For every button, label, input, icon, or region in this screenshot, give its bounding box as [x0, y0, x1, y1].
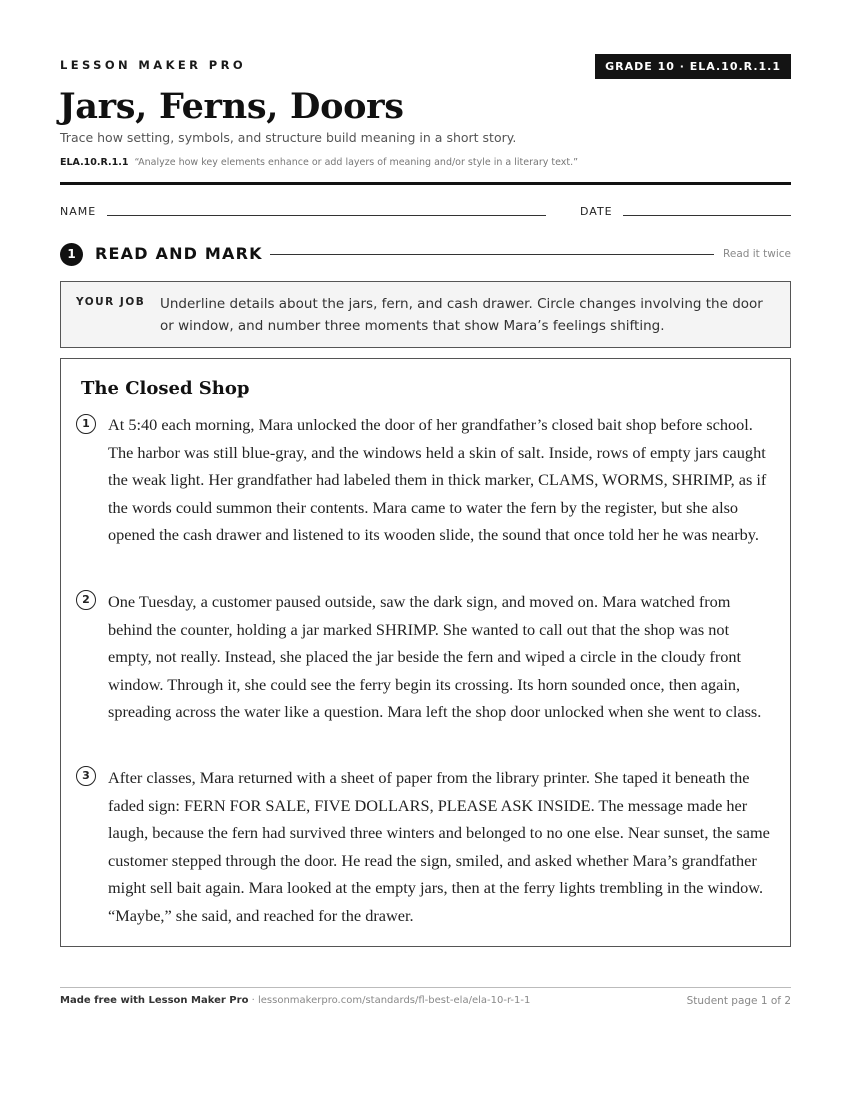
- section-number: 1: [60, 243, 83, 266]
- grade-badge: GRADE 10 · ELA.10.R.1.1: [595, 54, 791, 79]
- instructions-label: YOUR JOB: [76, 296, 146, 308]
- worksheet-page: [60, 0, 791, 1100]
- brand-name: LESSON MAKER PRO: [60, 58, 247, 72]
- story-title: The Closed Shop: [81, 378, 250, 399]
- page-subtitle: Trace how setting, symbols, and structure build meaning in a short story.: [60, 130, 517, 145]
- date-label: DATE: [580, 205, 613, 218]
- name-field[interactable]: [107, 215, 546, 216]
- section-title: READ AND MARK: [95, 244, 263, 263]
- standard-line: [60, 157, 578, 168]
- name-label: NAME: [60, 205, 97, 218]
- header-divider: [60, 182, 791, 185]
- standard-code: ELA.10.R.1.1: [60, 157, 129, 168]
- standard-text: “Analyze how key elements enhance or add layers of meaning and/or style in a literary text.”: [134, 157, 579, 168]
- footer-url[interactable]: · lessonmakerpro.com/standards/fl-best-ela/ela-10-r-1-1: [251, 995, 531, 1006]
- paragraph-number-1: 1: [76, 414, 96, 434]
- section-divider: [270, 254, 714, 255]
- paragraph-number-3: 3: [76, 766, 96, 786]
- section-note: Read it twice: [723, 248, 791, 260]
- date-field[interactable]: [623, 215, 791, 216]
- instructions-box: [60, 281, 791, 348]
- paragraph-number-2: 2: [76, 590, 96, 610]
- footer-divider: [60, 987, 791, 988]
- story-box: [60, 358, 791, 947]
- footer-made-with: Made free with Lesson Maker Pro: [60, 995, 249, 1006]
- page-title: Jars, Ferns, Doors: [59, 86, 404, 127]
- story-paragraph-2: One Tuesday, a customer paused outside, saw the dark sign, and moved on. Mara watched from behind the counter, holding a jar marked SHRIMP. She wanted to call out that the shop was not empty, not really. Instead, she placed the jar beside the fern and wiped a circle in the cloudy front window. Through it, she could see the ferry begin its crossing. Its horn sounded once, then again, spreading across the water like a question. Mara left the shop door unlocked when she went to class.: [108, 592, 762, 721]
- page-indicator: Student page 1 of 2: [686, 995, 791, 1007]
- instructions-text: Underline details about the jars, fern, and cash drawer. Circle changes involving the door or window, and number three moments that show Mara’s feelings shifting.: [160, 296, 763, 334]
- story-paragraph-1: At 5:40 each morning, Mara unlocked the door of her grandfather’s closed bait shop before school. The harbor was still blue-gray, and the windows held a skin of salt. Inside, rows of empty jars caught the weak light. Her grandfather had labeled them in thick marker, CLAMS, WORMS, SHRIMP, as if the words could summon their contents. Mara came to water the fern by the register, but she also opened the cash drawer and listened to its wooden slide, the sound that once told her he was nearby.: [108, 415, 767, 544]
- footer-credit: [60, 995, 530, 1006]
- story-paragraph-3: After classes, Mara returned with a sheet of paper from the library printer. She taped it beneath the faded sign: FERN FOR SALE, FIVE DOLLARS, PLEASE ASK INSIDE. The message made her laugh, because the fern had survived three winters and belonged to no one else. Near sunset, the same customer stepped through the door. He read the sign, smiled, and asked whether Mara’s grandfather might sell bait again. Mara looked at the empty jars, then at the ferry lights trembling in the window. “Maybe,” she said, and reached for the drawer.: [108, 768, 770, 925]
